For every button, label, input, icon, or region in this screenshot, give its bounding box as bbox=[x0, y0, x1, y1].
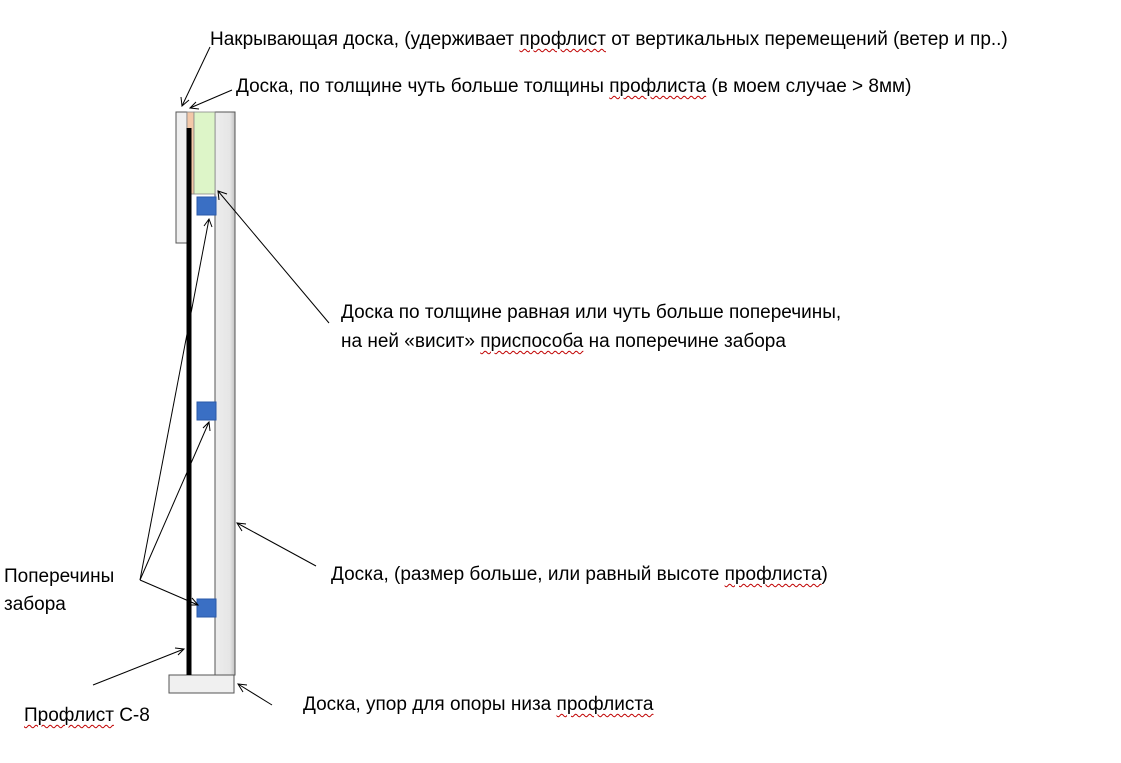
leader-crossbar-top bbox=[140, 219, 209, 580]
label-hanger-board-term: приспособа bbox=[480, 331, 584, 352]
crossbar-top bbox=[197, 197, 216, 215]
bottom-support-board bbox=[169, 675, 234, 693]
label-profile-sheet-term: Профлист bbox=[24, 705, 114, 726]
arrowhead-spacer-board bbox=[190, 102, 199, 109]
leader-main-board bbox=[237, 523, 316, 566]
label-crossbars bbox=[4, 563, 114, 619]
label-main-board-before: Доска, (размер больше, или равный высоте bbox=[331, 564, 725, 585]
label-bottom-board bbox=[303, 692, 653, 718]
label-hanger-board-line2-after: на поперечине забора bbox=[583, 331, 786, 352]
label-spacer-board bbox=[236, 74, 911, 100]
label-profile-sheet bbox=[24, 703, 150, 729]
label-cover-board-term: профлист bbox=[519, 29, 606, 50]
main-vertical-board bbox=[215, 112, 235, 675]
label-cover-board-after: от вертикальных перемещений (ветер и пр..) bbox=[605, 29, 1008, 50]
label-cover-board-before: Накрывающая доска, (удерживает bbox=[210, 29, 520, 50]
leader-spacer-board bbox=[190, 90, 232, 108]
label-hanger-board-line2 bbox=[341, 327, 841, 356]
arrowhead-cover-board bbox=[181, 97, 189, 106]
crossbar-bottom bbox=[197, 599, 216, 617]
label-crossbars-line2: забора bbox=[4, 594, 66, 615]
label-main-board bbox=[331, 562, 828, 588]
leader-cover-board bbox=[182, 47, 210, 106]
spacer-board bbox=[194, 112, 215, 194]
label-hanger-board bbox=[341, 298, 841, 356]
label-cover-board bbox=[210, 27, 1008, 53]
label-crossbars-line1: Поперечины bbox=[4, 566, 115, 587]
label-hanger-board-line2-before: на ней «висит» bbox=[341, 331, 481, 352]
label-main-board-term: профлиста bbox=[724, 564, 822, 585]
label-hanger-board-line1: Доска по толщине равная или чуть больше поперечины, bbox=[341, 302, 842, 323]
leader-bottom-board bbox=[238, 684, 272, 705]
label-main-board-after: ) bbox=[821, 564, 828, 585]
label-spacer-board-term: профлиста bbox=[609, 76, 707, 97]
label-spacer-board-before: Доска, по толщине чуть больше толщины bbox=[236, 76, 610, 97]
label-spacer-board-after: (в моем случае > 8мм) bbox=[706, 76, 912, 97]
label-profile-sheet-after: С-8 bbox=[113, 705, 150, 726]
label-bottom-board-before: Доска, упор для опоры низа bbox=[303, 694, 557, 715]
cover-board bbox=[176, 112, 187, 243]
crossbar-middle bbox=[197, 402, 216, 420]
leader-crossbar-middle bbox=[140, 422, 209, 580]
label-bottom-board-term: профлиста bbox=[556, 694, 654, 715]
